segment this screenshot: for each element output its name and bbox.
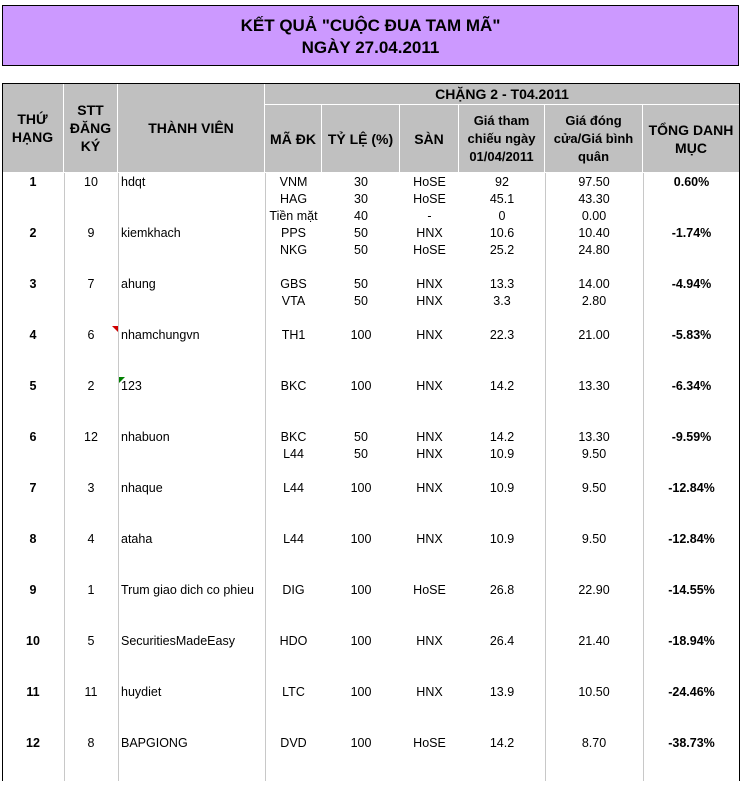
exchange-cell: HoSE [413,736,446,750]
ref-price-cell: 3.3 [493,294,511,308]
code-cell: HAG [279,192,308,206]
close-price-cell: 2.80 [581,294,607,308]
comment-marker-icon[interactable] [112,326,118,332]
member-name: BAPGIONG [121,736,188,750]
stt-cell: 5 [87,634,95,648]
exchange-cell: HNX [416,634,443,648]
code-cell: HDO [279,634,308,648]
exchange-cell: HNX [416,294,443,308]
ref-price-cell: 10.9 [489,447,515,461]
ratio-cell: 100 [350,379,372,393]
exchange-cell: HNX [416,685,443,699]
stt-cell: 11 [84,685,98,699]
ratio-cell: 50 [354,277,368,291]
report-date: NGÀY 27.04.2011 [301,38,440,57]
exchange-cell: HNX [416,226,443,240]
header-rank[interactable] [2,83,64,173]
header-stt[interactable] [64,83,118,173]
ratio-cell: 30 [354,192,368,206]
rank-cell: 4 [29,328,37,342]
ref-price-cell: 45.1 [489,192,515,206]
results-table [2,83,740,781]
ratio-cell: 50 [354,243,368,257]
code-cell: VTA [281,294,306,308]
exchange-cell: HNX [416,379,443,393]
total-cell: -14.55% [668,583,715,597]
member-name: Trum giao dich co phieu [121,583,254,597]
rank-cell: 7 [29,481,37,495]
member-name: nhaque [121,481,163,495]
table-row[interactable] [2,735,740,786]
header-rank-line: HẠNG [11,128,54,145]
code-cell: L44 [283,532,304,546]
total-cell: 0.60% [673,175,710,189]
table-row[interactable] [2,225,740,276]
stt-cell: 4 [87,532,95,546]
stt-cell: 6 [87,328,95,342]
table-row[interactable] [2,531,740,582]
member-name: SecuritiesMadeEasy [121,634,235,648]
close-price-cell: 10.40 [578,226,610,240]
table-row[interactable] [2,633,740,684]
total-cell: -18.94% [668,634,715,648]
close-price-cell: 9.50 [581,481,607,495]
ratio-cell: 30 [354,175,368,189]
header-close-price[interactable] [545,105,643,173]
total-cell: -1.74% [671,226,712,240]
exchange-cell: HoSE [413,243,446,257]
error-marker-icon[interactable] [119,377,125,383]
code-cell: L44 [283,481,304,495]
close-price-cell: 24.80 [578,243,610,257]
exchange-cell: HoSE [413,175,446,189]
exchange-cell: HoSE [413,583,446,597]
exchange-cell: HoSE [413,192,446,206]
table-row[interactable] [2,327,740,378]
table-row[interactable] [2,378,740,429]
rank-cell: 12 [26,736,40,750]
ratio-cell: 100 [350,481,372,495]
close-price-cell: 14.00 [578,277,610,291]
header-stt-line: KÝ [80,137,101,154]
member-name: nhabuon [121,430,170,444]
header-ref-line: Giá tham [473,112,530,128]
ref-price-cell: 14.2 [489,736,515,750]
exchange-cell: HNX [416,430,443,444]
stt-cell: 12 [84,430,98,444]
header-close-line: Giá đóng [565,112,622,128]
header-close-line: quân [577,148,610,164]
rank-cell: 8 [29,532,37,546]
close-price-cell: 10.50 [578,685,610,699]
table-row[interactable] [2,429,740,480]
ref-price-cell: 14.2 [489,379,515,393]
close-price-cell: 9.50 [581,447,607,461]
header-member[interactable]: THÀNH VIÊN [118,83,265,173]
table-row[interactable] [2,480,740,531]
stt-cell: 10 [84,175,98,189]
ref-price-cell: 10.9 [489,532,515,546]
ratio-cell: 100 [350,583,372,597]
total-cell: -9.59% [671,430,712,444]
ref-price-cell: 26.4 [489,634,515,648]
code-cell: GBS [280,277,307,291]
ratio-cell: 100 [350,532,372,546]
ref-price-cell: 14.2 [489,430,515,444]
report-title-banner [2,5,739,66]
ref-price-cell: 22.3 [489,328,515,342]
total-cell: -4.94% [671,277,712,291]
code-cell: NKG [279,243,308,257]
member-name: kiemkhach [121,226,181,240]
header-stt-line: ĐĂNG [69,119,112,136]
rank-cell: 10 [26,634,40,648]
code-cell: PPS [280,226,306,240]
ref-price-cell: 10.6 [489,226,515,240]
header-exchange[interactable]: SÀN [400,105,459,173]
code-cell: VNM [279,175,308,189]
table-row[interactable] [2,276,740,327]
stt-cell: 8 [87,736,95,750]
member-name: nhamchungvn [121,328,200,342]
ratio-cell: 100 [350,736,372,750]
table-row[interactable] [2,582,740,633]
code-cell: LTC [282,685,305,699]
stt-cell: 3 [87,481,95,495]
rank-cell: 3 [29,277,37,291]
close-price-cell: 8.70 [581,736,607,750]
header-code[interactable]: MÃ ĐK [265,105,322,173]
exchange-cell: HNX [416,328,443,342]
ref-price-cell: 26.8 [489,583,515,597]
member-name: ataha [121,532,153,546]
table-row[interactable] [2,684,740,735]
close-price-cell: 13.30 [578,379,610,393]
stt-cell: 9 [87,226,95,240]
header-ref-line: chiếu ngày [467,130,536,146]
member-name: hdqt [121,175,146,189]
code-cell: TH1 [281,328,306,342]
code-cell: Tiền mặt [269,209,318,223]
header-ratio[interactable]: TỶ LỆ (%) [322,105,400,173]
header-ref-line: 01/04/2011 [469,148,534,164]
ratio-cell: 50 [354,447,368,461]
member-name: ahung [121,277,156,291]
close-price-cell: 13.30 [578,430,610,444]
total-cell: -12.84% [668,532,715,546]
code-cell: BKC [280,430,307,444]
ratio-cell: 100 [350,328,372,342]
rank-cell: 1 [29,175,37,189]
close-price-cell: 21.40 [578,634,610,648]
exchange-cell: HNX [416,277,443,291]
rank-cell: 9 [29,583,37,597]
header-ref-price[interactable] [459,105,545,173]
exchange-cell: HNX [416,447,443,461]
ratio-cell: 40 [354,209,368,223]
code-cell: BKC [280,379,307,393]
member-name: huydiet [121,685,162,699]
report-title: KẾT QUẢ "CUỘC ĐUA TAM MÃ" [240,16,501,35]
header-total-line: MỤC [675,139,707,156]
member-name: 123 [121,379,142,393]
ratio-cell: 50 [354,430,368,444]
header-total-line: TỔNG DANH [648,121,734,138]
table-row[interactable] [2,174,740,225]
ref-price-cell: 13.3 [489,277,515,291]
header-rank-line: THỨ [17,110,48,127]
rank-cell: 11 [26,685,40,699]
ref-price-cell: 13.9 [489,685,515,699]
ref-price-cell: 0 [498,209,506,223]
code-cell: DIG [282,583,305,597]
exchange-cell: - [427,209,432,223]
total-cell: -38.73% [668,736,715,750]
stt-cell: 7 [87,277,95,291]
total-cell: -5.83% [671,328,712,342]
close-price-cell: 43.30 [578,192,610,206]
total-cell: -12.84% [668,481,715,495]
close-price-cell: 0.00 [581,209,607,223]
code-cell: L44 [283,447,304,461]
rank-cell: 2 [29,226,37,240]
header-round[interactable]: CHẶNG 2 - T04.2011 [265,83,740,105]
close-price-cell: 22.90 [578,583,610,597]
header-close-line: cửa/Giá bình [553,130,634,146]
exchange-cell: HNX [416,481,443,495]
stt-cell: 1 [87,583,95,597]
stt-cell: 2 [87,379,95,393]
ratio-cell: 50 [354,294,368,308]
ratio-cell: 100 [350,685,372,699]
ratio-cell: 100 [350,634,372,648]
header-stt-line: STT [77,101,104,118]
total-cell: -24.46% [668,685,715,699]
ratio-cell: 50 [354,226,368,240]
ref-price-cell: 10.9 [489,481,515,495]
total-cell: -6.34% [671,379,712,393]
rank-cell: 6 [29,430,37,444]
header-total[interactable] [643,105,740,173]
close-price-cell: 21.00 [578,328,610,342]
code-cell: DVD [280,736,307,750]
exchange-cell: HNX [416,532,443,546]
rank-cell: 5 [29,379,37,393]
close-price-cell: 9.50 [581,532,607,546]
ref-price-cell: 92 [495,175,509,189]
ref-price-cell: 25.2 [489,243,515,257]
close-price-cell: 97.50 [578,175,610,189]
